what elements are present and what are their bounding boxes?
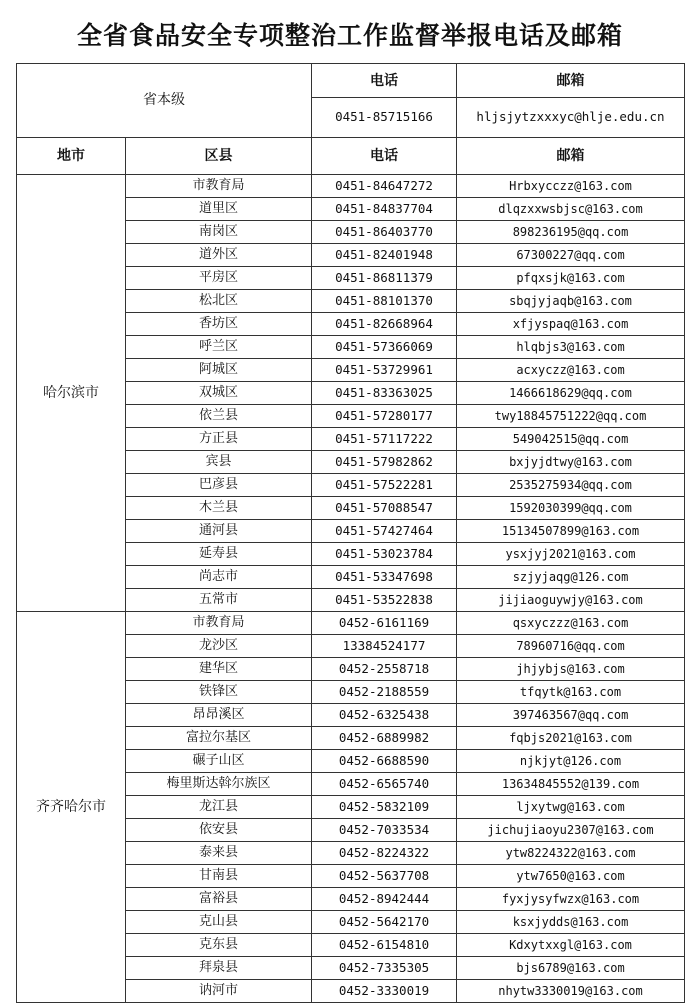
district-cell: 五常市 bbox=[126, 588, 312, 611]
district-cell: 克东县 bbox=[126, 933, 312, 956]
city-cell: 齐齐哈尔市 bbox=[17, 611, 126, 1002]
phone-cell: 0451-83363025 bbox=[312, 381, 457, 404]
phone-cell: 0452-7033534 bbox=[312, 818, 457, 841]
phone-cell: 0452-6161169 bbox=[312, 611, 457, 634]
district-cell: 市教育局 bbox=[126, 611, 312, 634]
phone-cell: 0451-84647272 bbox=[312, 174, 457, 197]
phone-cell: 0451-86403770 bbox=[312, 220, 457, 243]
phone-cell: 0452-5642170 bbox=[312, 910, 457, 933]
phone-cell: 0451-84837704 bbox=[312, 197, 457, 220]
district-cell: 富拉尔基区 bbox=[126, 726, 312, 749]
email-cell: bjs6789@163.com bbox=[457, 956, 685, 979]
district-cell: 道外区 bbox=[126, 243, 312, 266]
email-cell: twy18845751222@qq.com bbox=[457, 404, 685, 427]
phone-cell: 0452-5637708 bbox=[312, 864, 457, 887]
district-cell: 龙沙区 bbox=[126, 634, 312, 657]
email-cell: dlqzxxwsbjsc@163.com bbox=[457, 197, 685, 220]
header-email: 邮箱 bbox=[457, 137, 685, 174]
province-email: hljsjytzxxxyc@hlje.edu.cn bbox=[457, 98, 685, 137]
email-cell: jichujiaoyu2307@163.com bbox=[457, 818, 685, 841]
email-cell: ytw8224322@163.com bbox=[457, 841, 685, 864]
email-cell: 13634845552@139.com bbox=[457, 772, 685, 795]
district-cell: 南岗区 bbox=[126, 220, 312, 243]
phone-cell: 0452-2188559 bbox=[312, 680, 457, 703]
header-phone: 电话 bbox=[312, 137, 457, 174]
district-cell: 依安县 bbox=[126, 818, 312, 841]
province-header-row bbox=[17, 64, 685, 98]
email-cell: xfjyspaq@163.com bbox=[457, 312, 685, 335]
district-cell: 延寿县 bbox=[126, 542, 312, 565]
district-cell: 市教育局 bbox=[126, 174, 312, 197]
phone-cell: 0452-8224322 bbox=[312, 841, 457, 864]
email-cell: tfqytk@163.com bbox=[457, 680, 685, 703]
phone-cell: 0452-6565740 bbox=[312, 772, 457, 795]
phone-cell: 0451-88101370 bbox=[312, 289, 457, 312]
province-label: 省本级 bbox=[17, 64, 312, 138]
email-cell: ljxytwg@163.com bbox=[457, 795, 685, 818]
province-email-header: 邮箱 bbox=[457, 64, 685, 98]
email-cell: bxjyjdtwy@163.com bbox=[457, 450, 685, 473]
phone-cell: 13384524177 bbox=[312, 634, 457, 657]
province-phone-header: 电话 bbox=[312, 64, 457, 98]
email-cell: 2535275934@qq.com bbox=[457, 473, 685, 496]
district-cell: 依兰县 bbox=[126, 404, 312, 427]
email-cell: fyxjysyfwzx@163.com bbox=[457, 887, 685, 910]
district-cell: 铁锋区 bbox=[126, 680, 312, 703]
email-cell: 15134507899@163.com bbox=[457, 519, 685, 542]
district-cell: 阿城区 bbox=[126, 358, 312, 381]
phone-cell: 0452-6889982 bbox=[312, 726, 457, 749]
district-cell: 梅里斯达斡尔族区 bbox=[126, 772, 312, 795]
district-cell: 尚志市 bbox=[126, 565, 312, 588]
district-cell: 克山县 bbox=[126, 910, 312, 933]
email-cell: Kdxytxxgl@163.com bbox=[457, 933, 685, 956]
email-cell: 549042515@qq.com bbox=[457, 427, 685, 450]
district-cell: 甘南县 bbox=[126, 864, 312, 887]
email-cell: acxyczz@163.com bbox=[457, 358, 685, 381]
district-cell: 拜泉县 bbox=[126, 956, 312, 979]
phone-cell: 0451-53522838 bbox=[312, 588, 457, 611]
city-cell: 哈尔滨市 bbox=[17, 174, 126, 611]
phone-cell: 0451-82668964 bbox=[312, 312, 457, 335]
district-cell: 泰来县 bbox=[126, 841, 312, 864]
email-cell: pfqxsjk@163.com bbox=[457, 266, 685, 289]
phone-cell: 0451-57366069 bbox=[312, 335, 457, 358]
email-cell: ksxjydds@163.com bbox=[457, 910, 685, 933]
phone-cell: 0452-6688590 bbox=[312, 749, 457, 772]
phone-cell: 0452-2558718 bbox=[312, 657, 457, 680]
email-cell: ysxjyj2021@163.com bbox=[457, 542, 685, 565]
phone-cell: 0452-7335305 bbox=[312, 956, 457, 979]
table-row bbox=[17, 174, 685, 197]
email-cell: qsxyczzz@163.com bbox=[457, 611, 685, 634]
email-cell: hlqbjs3@163.com bbox=[457, 335, 685, 358]
email-cell: Hrbxycczz@163.com bbox=[457, 174, 685, 197]
email-cell: 78960716@qq.com bbox=[457, 634, 685, 657]
phone-cell: 0451-53023784 bbox=[312, 542, 457, 565]
email-cell: 898236195@qq.com bbox=[457, 220, 685, 243]
header-city: 地市 bbox=[17, 137, 126, 174]
phone-cell: 0452-6154810 bbox=[312, 933, 457, 956]
email-cell: njkjyt@126.com bbox=[457, 749, 685, 772]
district-cell: 巴彦县 bbox=[126, 473, 312, 496]
email-cell: ytw7650@163.com bbox=[457, 864, 685, 887]
email-cell: fqbjs2021@163.com bbox=[457, 726, 685, 749]
email-cell: nhytw3330019@163.com bbox=[457, 979, 685, 1002]
district-cell: 龙江县 bbox=[126, 795, 312, 818]
email-cell: 1592030399@qq.com bbox=[457, 496, 685, 519]
phone-cell: 0451-57522281 bbox=[312, 473, 457, 496]
district-cell: 宾县 bbox=[126, 450, 312, 473]
phone-cell: 0451-86811379 bbox=[312, 266, 457, 289]
phone-cell: 0452-3330019 bbox=[312, 979, 457, 1002]
district-cell: 通河县 bbox=[126, 519, 312, 542]
district-cell: 讷河市 bbox=[126, 979, 312, 1002]
phone-cell: 0451-53347698 bbox=[312, 565, 457, 588]
district-cell: 方正县 bbox=[126, 427, 312, 450]
district-cell: 道里区 bbox=[126, 197, 312, 220]
district-cell: 富裕县 bbox=[126, 887, 312, 910]
phone-cell: 0452-6325438 bbox=[312, 703, 457, 726]
province-phone: 0451-85715166 bbox=[312, 98, 457, 137]
phone-cell: 0451-57427464 bbox=[312, 519, 457, 542]
email-cell: 67300227@qq.com bbox=[457, 243, 685, 266]
email-cell: 1466618629@qq.com bbox=[457, 381, 685, 404]
email-cell: sbqjyjaqb@163.com bbox=[457, 289, 685, 312]
phone-cell: 0451-53729961 bbox=[312, 358, 457, 381]
district-cell: 松北区 bbox=[126, 289, 312, 312]
email-cell: jijiaoguywjy@163.com bbox=[457, 588, 685, 611]
header-district: 区县 bbox=[126, 137, 312, 174]
district-cell: 昂昂溪区 bbox=[126, 703, 312, 726]
phone-cell: 0451-57280177 bbox=[312, 404, 457, 427]
phone-cell: 0451-82401948 bbox=[312, 243, 457, 266]
phone-cell: 0451-57117222 bbox=[312, 427, 457, 450]
contact-table bbox=[16, 63, 685, 1003]
district-cell: 平房区 bbox=[126, 266, 312, 289]
table-row bbox=[17, 611, 685, 634]
email-cell: 397463567@qq.com bbox=[457, 703, 685, 726]
phone-cell: 0451-57088547 bbox=[312, 496, 457, 519]
email-cell: szjyjaqg@126.com bbox=[457, 565, 685, 588]
column-header-row bbox=[17, 137, 685, 174]
district-cell: 建华区 bbox=[126, 657, 312, 680]
phone-cell: 0452-5832109 bbox=[312, 795, 457, 818]
phone-cell: 0452-8942444 bbox=[312, 887, 457, 910]
page-title: 全省食品安全专项整治工作监督举报电话及邮箱 bbox=[76, 21, 623, 50]
email-cell: jhjybjs@163.com bbox=[457, 657, 685, 680]
district-cell: 双城区 bbox=[126, 381, 312, 404]
district-cell: 木兰县 bbox=[126, 496, 312, 519]
district-cell: 呼兰区 bbox=[126, 335, 312, 358]
phone-cell: 0451-57982862 bbox=[312, 450, 457, 473]
district-cell: 香坊区 bbox=[126, 312, 312, 335]
district-cell: 碾子山区 bbox=[126, 749, 312, 772]
